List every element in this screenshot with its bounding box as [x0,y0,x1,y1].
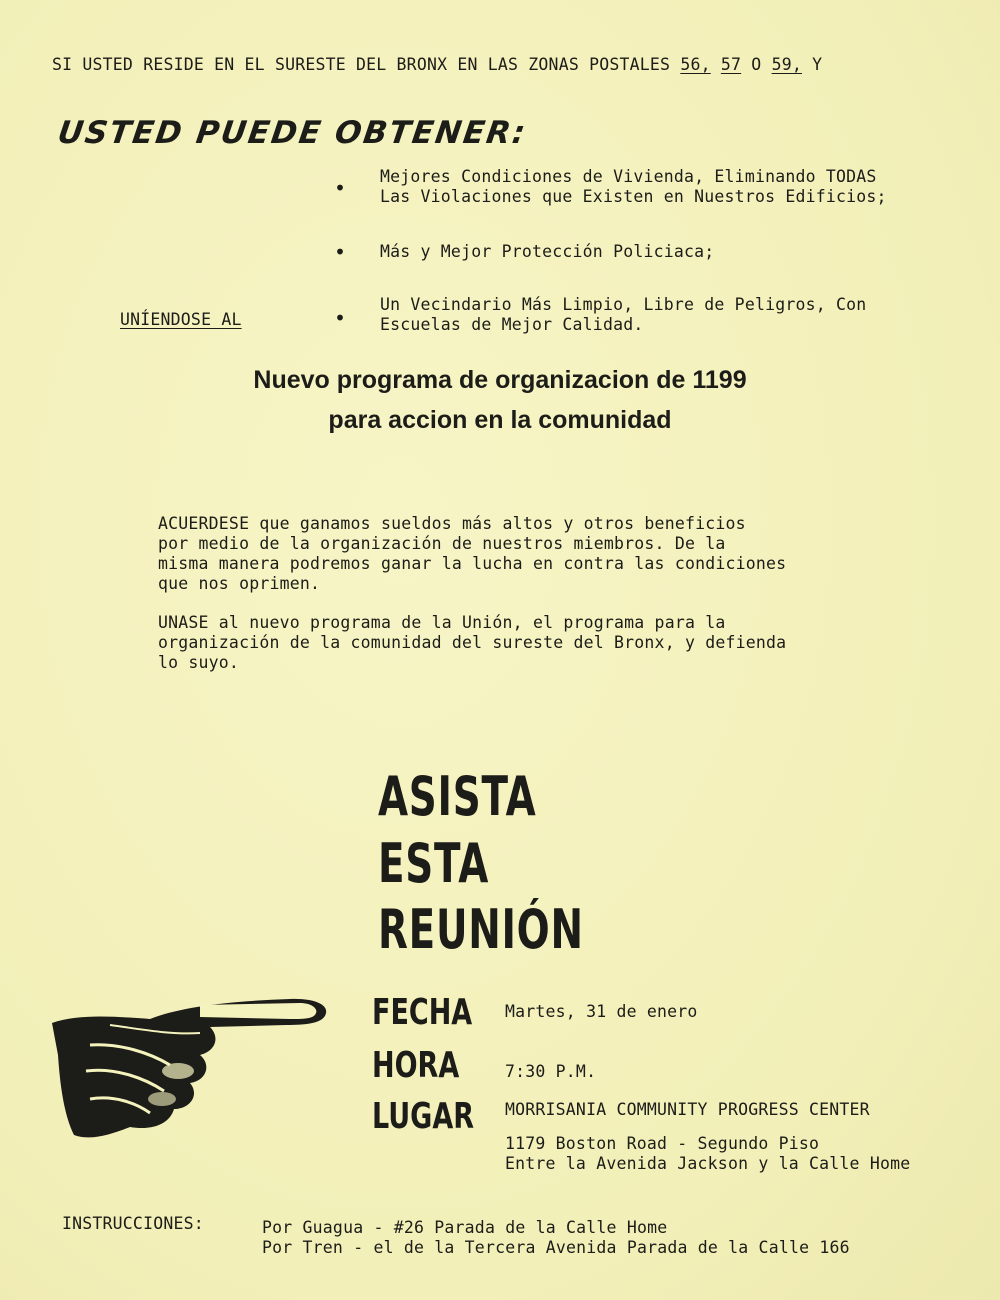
header-and: Y [812,55,823,74]
header-intro: SI USTED RESIDE EN EL SURESTE DEL BRONX EN LAS ZONAS POSTALES [52,55,671,74]
bullet-neighborhood-line2: Escuelas de Mejor Calidad. [380,315,644,334]
bullet-housing-line1: Mejores Condiciones de Vivienda, Eliminando TODAS [380,167,877,186]
paragraph-join-line: lo suyo. [158,653,240,672]
paragraph-remember-line: misma manera podremos ganar la lucha en contra las condiciones [158,554,787,573]
bullet-dot-icon: • [334,240,347,264]
paragraph-remember-line: que nos oprimen. [158,574,321,593]
bullet-dot-icon: • [334,306,347,330]
attend-word-reunion: REUNIÓN [378,898,584,961]
zip-59: 59, [771,55,802,74]
lugar-value: MORRISANIA COMMUNITY PROGRESS CENTER [505,1100,870,1119]
zip-or: O [751,55,762,74]
paragraph-remember-line: por medio de la organización de nuestros miembros. De la [158,534,726,553]
bullet-police [380,242,714,262]
header-line [52,55,822,74]
bullet-dot-icon: • [334,176,347,200]
pointing-hand-icon [50,995,330,1150]
bullet-housing-line2: Las Violaciones que Existen en Nuestros Edificios; [380,187,887,206]
paragraph-join-line: organización de la comunidad del sureste del Bronx, y defienda [158,633,787,652]
paragraph-remember [158,514,786,594]
program-title-line1: Nuevo programa de organizacion de 1199 [253,366,747,394]
headline: USTED PUEDE OBTENER: [55,115,530,151]
bullet-police-line1: Más y Mejor Protección Policiaca; [380,242,715,261]
bullet-neighborhood [380,295,866,335]
address-line2: Entre la Avenida Jackson y la Calle Home [505,1154,911,1173]
attend-word-esta: ESTA [378,832,490,895]
hora-value: 7:30 P.M. [505,1062,597,1081]
attend-word-asista: ASISTA [378,765,537,828]
instructions-bus: Por Guagua - #26 Parada de la Calle Home [262,1218,668,1237]
instructions-list [262,1218,850,1258]
bullet-housing [380,167,887,207]
program-title-line2: para accion en la comunidad [328,406,672,434]
address-line1: 1179 Boston Road - Segundo Piso [505,1134,820,1153]
fecha-label: FECHA [372,992,473,1033]
paragraph-join [158,613,786,673]
paragraph-join-line: UNASE al nuevo programa de la Unión, el programa para la [158,613,726,632]
zip-57: 57 [720,55,742,74]
zip-56: 56, [680,55,711,74]
fecha-value: Martes, 31 de enero [505,1002,698,1021]
instructions-label: INSTRUCCIONES: [62,1214,204,1233]
hora-label: HORA [372,1045,460,1086]
paragraph-remember-line: ACUERDESE que ganamos sueldos más altos y otros beneficios [158,514,746,533]
address [505,1134,910,1174]
bullet-neighborhood-line1: Un Vecindario Más Limpio, Libre de Peligros, Con [380,295,867,314]
instructions-train: Por Tren - el de la Tercera Avenida Parada de la Calle 166 [262,1238,850,1257]
joining-label: UNÍENDOSE AL [120,310,242,329]
lugar-label: LUGAR [372,1096,475,1137]
